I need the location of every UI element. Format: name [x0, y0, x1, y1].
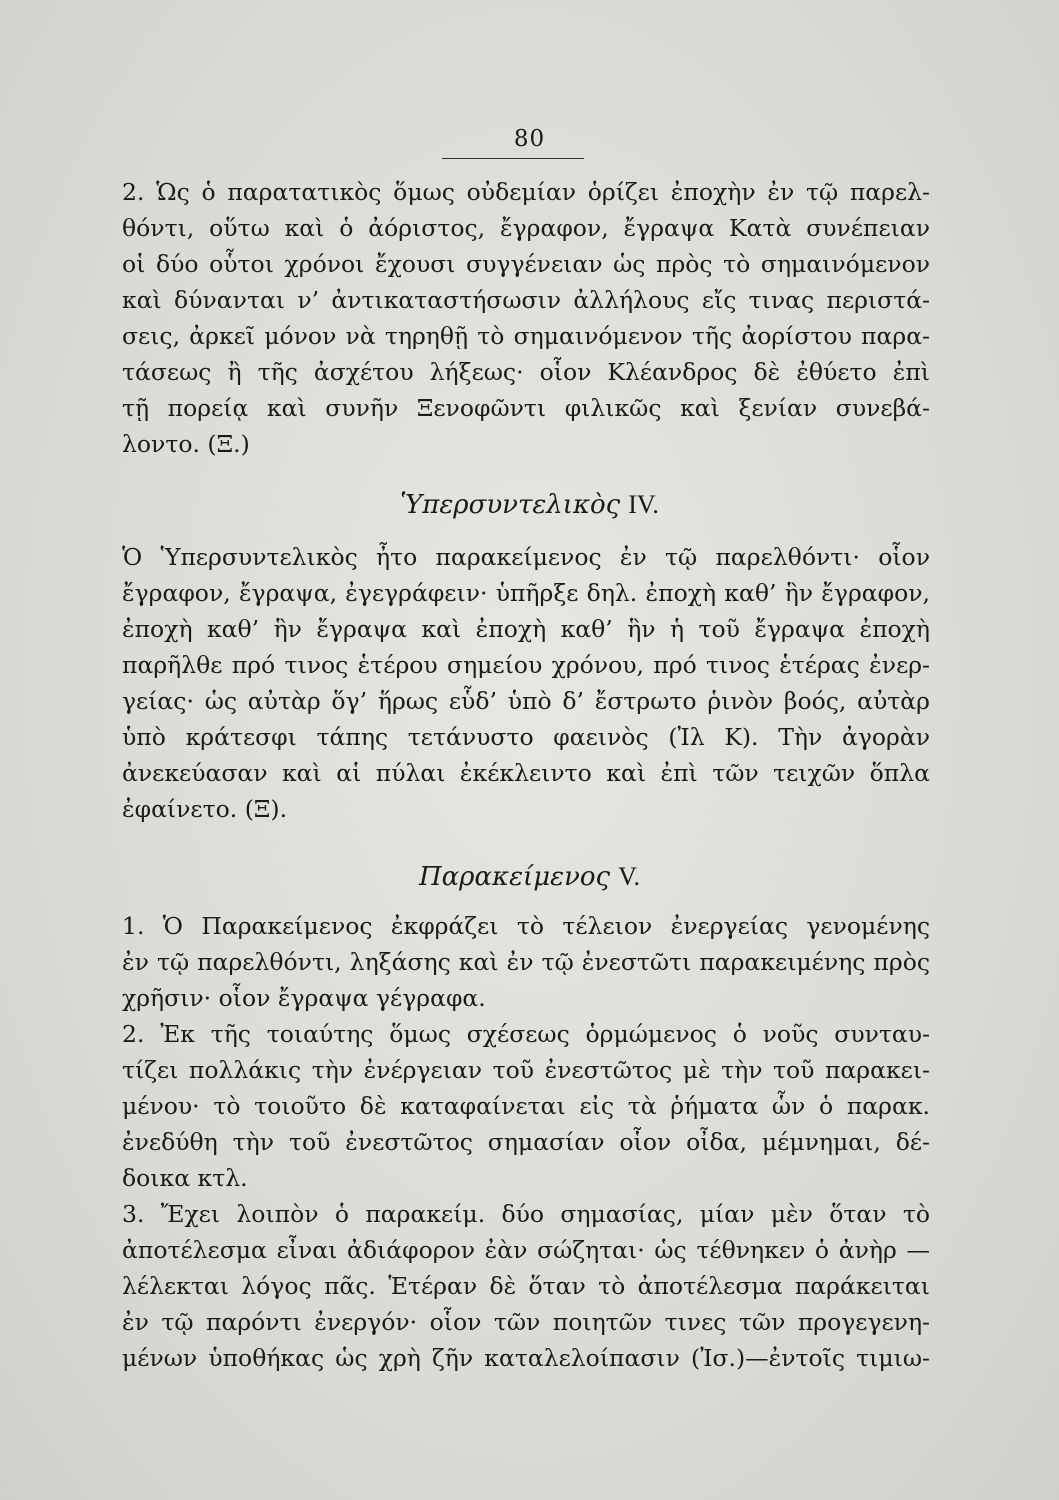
- heading-title: Ὑπερσυντελικὸς: [400, 490, 621, 520]
- text-line: τάσεως ἢ τῆς ἀσχέτου λήξεως· οἷον Κλέανδρος δὲ ἐθύετο ἐπὶ: [122, 358, 930, 386]
- text-line: μένων ὑποθήκας ὡς χρὴ ζῆν καταλελοίπασιν (Ἰσ.)—ἐντοῖς τιμιω-: [122, 1344, 930, 1372]
- section-heading-perfect: [0, 862, 1059, 892]
- text-line: καὶ δύνανται ν’ ἀντικαταστήσωσιν ἀλλήλους εἴς τινας περιστά-: [122, 286, 930, 314]
- section-heading-pluperfect: [0, 490, 1059, 520]
- text-line: 3. Ἔχει λοιπὸν ὁ παρακείμ. δύο σημασίας, μίαν μὲν ὅταν τὸ: [122, 1200, 930, 1228]
- text-line: τίζει πολλάκις τὴν ἐνέργειαν τοῦ ἐνεστῶτος μὲ τὴν τοῦ παρακει-: [122, 1056, 930, 1084]
- text-line: οἱ δύο οὗτοι χρόνοι ἔχουσι συγγένειαν ὡς πρὸς τὸ σημαινόμενον: [122, 250, 930, 278]
- page-number: 80: [513, 126, 546, 152]
- text-line: παρῆλθε πρό τινος ἑτέρου σημείου χρόνου, πρό τινος ἑτέρας ἐνερ-: [122, 651, 930, 679]
- text-line: 2. Ἐκ τῆς τοιαύτης ὅμως σχέσεως ὁρμώμενος ὁ νοῦς συνταυ-: [122, 1020, 930, 1048]
- text-line: χρῆσιν· οἷον ἔγραψα γέγραφα.: [122, 984, 486, 1012]
- text-line: ἀνεκεύασαν καὶ αἱ πύλαι ἐκέκλειντο καὶ ἐπὶ τῶν τειχῶν ὅπλα: [122, 759, 930, 787]
- section-perfect-paragraphs: [122, 908, 930, 1376]
- text-line: ἐνεδύθη τὴν τοῦ ἐνεστῶτος σημασίαν οἷον οἶδα, μέμνημαι, δέ-: [122, 1128, 930, 1156]
- text-line: δοικα κτλ.: [122, 1164, 248, 1192]
- text-line: θόντι, οὕτω καὶ ὁ ἀόριστος, ἔγραφον, ἔγραψα Κατὰ συνέπειαν: [122, 214, 930, 242]
- text-line: ἐφαίνετο. (Ξ).: [122, 795, 288, 823]
- text-line: μένου· τὸ τοιοῦτο δὲ καταφαίνεται εἰς τὰ ῥήματα ὧν ὁ παρακ.: [122, 1092, 930, 1120]
- heading-numeral: V.: [618, 862, 641, 891]
- text-line: ἐν τῷ παρελθόντι, ληξάσης καὶ ἐν τῷ ἐνεστῶτι παρακειμένης πρὸς: [122, 948, 930, 976]
- text-line: λοντο. (Ξ.): [122, 430, 250, 458]
- text-line: ἀποτέλεσμα εἶναι ἀδιάφορον ἐὰν σώζηται· ὡς τέθνηκεν ὁ ἀνὴρ —: [122, 1236, 930, 1264]
- heading-numeral: IV.: [628, 490, 659, 519]
- text-line: ὑπὸ κράτεσφι τάπης τετάνυστο φαεινὸς (Ἰλ Κ). Τὴν ἀγορὰν: [122, 723, 930, 751]
- text-line: σεις, ἀρκεῖ μόνον νὰ τηρηθῇ τὸ σημαινόμενον τῆς ἀορίστου παρα-: [122, 322, 930, 350]
- text-line: 2. Ὡς ὁ παρατατικὸς ὅμως οὐδεμίαν ὁρίζει ἐποχὴν ἐν τῷ παρελ-: [122, 178, 930, 206]
- text-line: ἔγραφον, ἔγραψα, ἐγεγράφειν· ὑπῆρξε δηλ. ἐποχὴ καθ’ ἣν ἔγραφον,: [122, 579, 930, 607]
- section-pluperfect-paragraph: [122, 539, 930, 827]
- text-line: Ὁ Ὑπερσυντελικὸς ἦτο παρακείμενος ἐν τῷ παρελθόντι· οἷον: [122, 543, 930, 571]
- heading-title: Παρακείμενος: [418, 862, 611, 892]
- section-aorist-paragraph: [122, 174, 930, 462]
- text-line: ἐποχὴ καθ’ ἣν ἔγραψα καὶ ἐποχὴ καθ’ ἣν ἡ τοῦ ἔγραψα ἐποχὴ: [122, 615, 930, 643]
- text-line: ἐν τῷ παρόντι ἐνεργόν· οἷον τῶν ποιητῶν τινες τῶν προγεγενη-: [122, 1308, 930, 1336]
- text-line: λέλεκται λόγος πᾶς. Ἑτέραν δὲ ὅταν τὸ ἀποτέλεσμα παράκειται: [122, 1272, 930, 1300]
- text-line: τῇ πορείᾳ καὶ συνῆν Ξενοφῶντι φιλικῶς καὶ ξενίαν συνεβά-: [122, 394, 930, 422]
- text-line: γείας· ὡς αὐτὰρ ὅγ’ ἥρως εὗδ’ ὑπὸ δ’ ἔστρωτο ῥινὸν βοός, αὐτὰρ: [122, 687, 930, 715]
- text-line: 1. Ὁ Παρακείμενος ἐκφράζει τὸ τέλειον ἐνεργείας γενομένης: [122, 912, 930, 940]
- header-rule: [442, 158, 584, 159]
